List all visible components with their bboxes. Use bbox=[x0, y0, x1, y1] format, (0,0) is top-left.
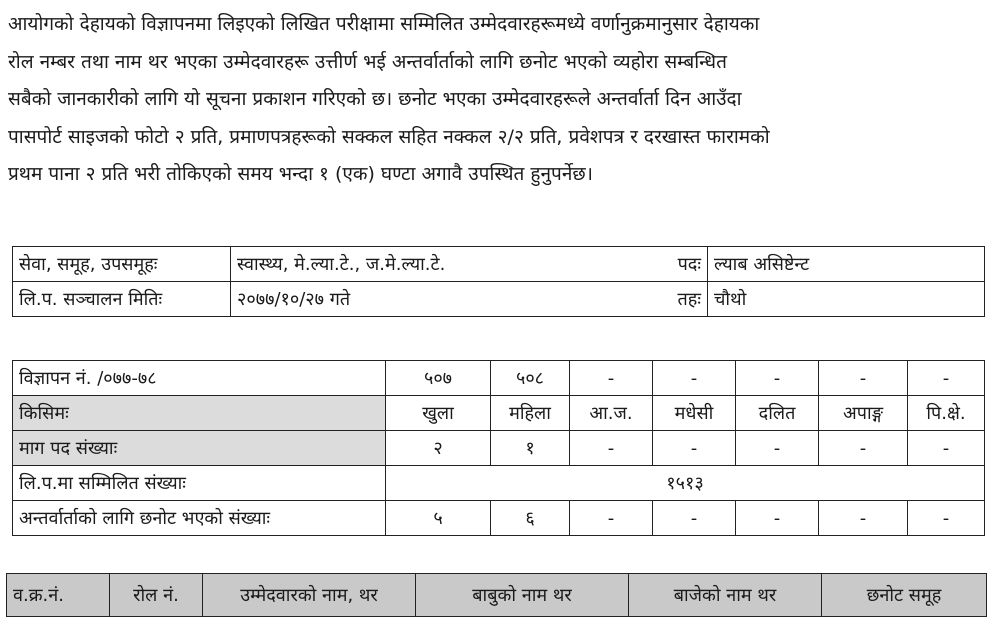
exam-date-value: २०७७/१०/२७ गते bbox=[231, 282, 664, 317]
table-row bbox=[13, 501, 985, 536]
notice-line: आयोगको देहायको विज्ञापनमा लिइएको लिखित परीक्षामा सम्मिलित उम्मेदवारहरूमध्ये वर्णानुक्रमानुसार देहायका bbox=[8, 13, 760, 35]
type-cell: आ.ज. bbox=[570, 396, 653, 431]
ad-number: ५०७ bbox=[386, 361, 491, 396]
type-cell: मधेसी bbox=[653, 396, 736, 431]
table-row bbox=[13, 247, 985, 282]
posts-cell: १ bbox=[491, 431, 570, 466]
advertisement-table bbox=[12, 360, 985, 536]
ad-number: - bbox=[653, 361, 736, 396]
notice-line: पासपोर्ट साइजको फोटो २ प्रति, प्रमाणपत्रहरूको सक्कल सहित नक्कल २/२ प्रति, प्रवेशपत्र र दरखास्त फारामको bbox=[8, 125, 770, 148]
selected-cell: - bbox=[653, 501, 736, 536]
ad-number: - bbox=[736, 361, 819, 396]
participants-count: १५१३ bbox=[386, 466, 985, 501]
level-label: तहः bbox=[663, 282, 708, 317]
info-table bbox=[12, 246, 985, 317]
posts-label: माग पद संख्याः bbox=[13, 431, 386, 466]
type-cell: महिला bbox=[491, 396, 570, 431]
table-row bbox=[13, 282, 985, 317]
service-label: सेवा, समूह, उपसमूहः bbox=[13, 247, 231, 282]
type-cell: पि.क्षे. bbox=[908, 396, 985, 431]
table-row bbox=[13, 466, 985, 501]
notice-line: प्रथम पाना २ प्रति भरी तोकिएको समय भन्दा १ (एक) घण्टा अगावै उपस्थित हुनुपर्नेछ। bbox=[8, 163, 593, 185]
selected-cell: - bbox=[736, 501, 819, 536]
ad-number: - bbox=[570, 361, 653, 396]
ad-no-label: विज्ञापन नं. /०७७-७८ bbox=[13, 361, 386, 396]
posts-cell: २ bbox=[386, 431, 491, 466]
notice-line: सबैको जानकारीको लागि यो सूचना प्रकाशन गरिएको छ। छनोट भएका उम्मेदवारहरूले अन्तर्वार्ता दिन आउँदा bbox=[8, 88, 742, 110]
selected-cell: - bbox=[570, 501, 653, 536]
selected-cell: - bbox=[908, 501, 985, 536]
results-table-header bbox=[6, 573, 987, 617]
table-row bbox=[13, 361, 985, 396]
post-value: ल्याब असिष्टेन्ट bbox=[708, 247, 985, 282]
column-header: बाबुको नाम थर bbox=[416, 574, 629, 617]
posts-cell: - bbox=[819, 431, 908, 466]
posts-cell: - bbox=[908, 431, 985, 466]
table-header-row bbox=[7, 574, 987, 617]
table-row bbox=[13, 396, 985, 431]
level-value: चौथो bbox=[708, 282, 985, 317]
ad-number: - bbox=[819, 361, 908, 396]
column-header: छनोट समूह bbox=[822, 574, 987, 617]
selected-cell: ५ bbox=[386, 501, 491, 536]
column-header: उम्मेदवारको नाम, थर bbox=[203, 574, 416, 617]
ad-number: ५०८ bbox=[491, 361, 570, 396]
selected-cell: ६ bbox=[491, 501, 570, 536]
type-cell: अपाङ्ग bbox=[819, 396, 908, 431]
column-header: बाजेको नाम थर bbox=[629, 574, 822, 617]
selected-label: अन्तर्वार्ताको लागि छनोट भएको संख्याः bbox=[13, 501, 386, 536]
column-header: रोल नं. bbox=[110, 574, 203, 617]
posts-cell: - bbox=[653, 431, 736, 466]
ad-number: - bbox=[908, 361, 985, 396]
posts-cell: - bbox=[570, 431, 653, 466]
posts-cell: - bbox=[736, 431, 819, 466]
notice-line: रोल नम्बर तथा नाम थर भएका उम्मेदवारहरू उत्तीर्ण भई अन्तर्वार्ताको लागि छनोट भएको व्यहोरा सम्बन्धित bbox=[8, 50, 727, 73]
type-label: किसिमः bbox=[13, 396, 386, 431]
service-value: स्वास्थ्य, मे.ल्या.टे., ज.मे.ल्या.टे. bbox=[231, 247, 664, 282]
participants-label: लि.प.मा सम्मिलित संख्याः bbox=[13, 466, 386, 501]
type-cell: खुला bbox=[386, 396, 491, 431]
table-row bbox=[13, 431, 985, 466]
type-cell: दलित bbox=[736, 396, 819, 431]
selected-cell: - bbox=[819, 501, 908, 536]
column-header: व.क्र.नं. bbox=[7, 574, 110, 617]
post-label: पदः bbox=[663, 247, 708, 282]
exam-date-label: लि.प. सञ्चालन मितिः bbox=[13, 282, 231, 317]
notice-paragraph bbox=[8, 6, 983, 194]
